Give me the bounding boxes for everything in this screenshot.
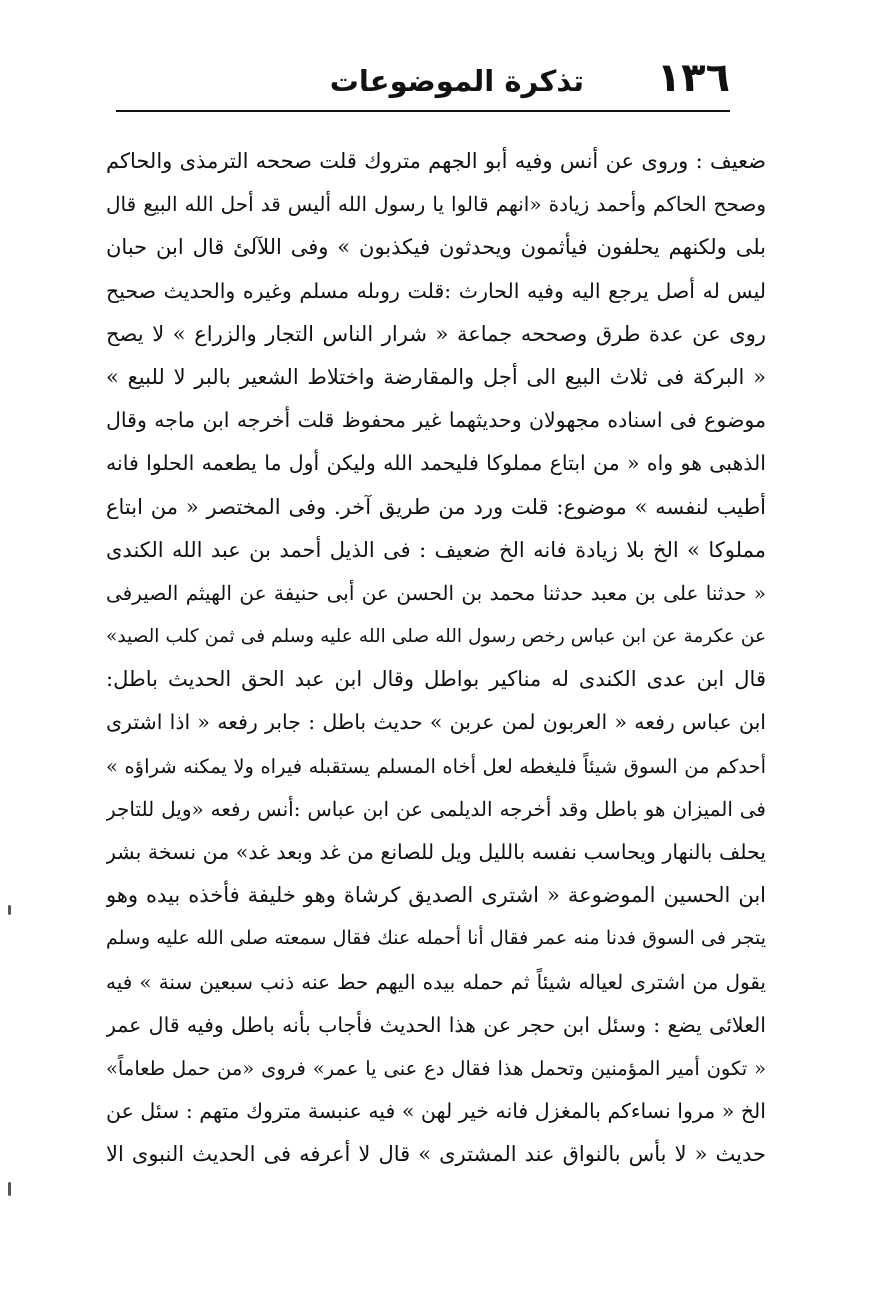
text-line: ابن الحسين الموضوعة « اشترى الصديق كرشاة وهو خليفة فأخذه بيده وهو: [106, 883, 766, 908]
text-line: أطيب لنفسه » موضوع: قلت ورد من طريق آخر. وفى المختصر « من ابتاع: [106, 494, 766, 519]
text-line: مملوكا » الخ بلا زيادة فانه الخ ضعيف : فى الذيل أحمد بن عبد الله الكندى: [106, 537, 766, 562]
text-line: « تكون أمير المؤمنين وتحمل هذا فقال دع عنى يا عمر» فروى «من حمل طعاماً»: [106, 1056, 766, 1080]
text-line: حديث « لا بأس بالنواق عند المشترى » قال لا أعرفه فى الحديث النبوى الا: [106, 1142, 766, 1167]
running-title: تذكرة الموضوعات: [329, 64, 584, 98]
margin-speck: [8, 905, 11, 915]
page-number: ١٣٦: [656, 55, 730, 101]
text-line: عن عكرمة عن ابن عباس رخص رسول الله صلى الله عليه وسلم فى ثمن كلب الصيد»: [106, 626, 766, 648]
text-line: ليس له أصل يرجع اليه وفيه الحارث :قلت روىله مسلم وغيره والحديث صحيح: [106, 278, 766, 303]
margin-speck: [8, 1182, 11, 1196]
text-line: موضوع فى اسناده مجهولان وحديثهما غير محفوظ قلت أخرجه ابن ماجه وقال: [106, 408, 766, 433]
text-line: الخ « مروا نساءكم بالمغزل فانه خير لهن » فيه عنبسة متروك متهم : سئل عن: [106, 1099, 766, 1124]
page-header: [116, 52, 730, 112]
body-text: [106, 140, 766, 1177]
text-line: الذهبى هو واه « من ابتاع مملوكا فليحمد الله وليكن أول ما يطعمه الحلوا فانه: [106, 451, 766, 476]
text-line: يقول من اشترى لعياله شيئاً ثم حمله بيده اليهم حط عنه ذنب سبعين سنة » فيه: [106, 969, 766, 994]
text-line: « البركة فى ثلاث البيع الى أجل والمقارضة واختلاط الشعير بالبر لا للبيع »: [106, 364, 766, 389]
text-line: وصحح الحاكم وأحمد زيادة «انهم قالوا يا رسول الله أليس قد أحل الله البيع قال: [106, 192, 766, 217]
text-line: « حدثنا على بن معبد حدثنا محمد بن الحسن عن أبى حنيفة عن الهيثم الصيرفى: [106, 580, 766, 605]
text-line: ابن عباس رفعه « العربون لمن عربن » حديث باطل : جابر رفعه « اذا اشترى: [106, 710, 766, 735]
text-line: قال ابن عدى الكندى له مناكير بواطل وقال ابن عبد الحق الحديث باطل:: [106, 667, 766, 692]
text-line: يحلف بالنهار ويحاسب نفسه بالليل ويل للصانع من غد وبعد غد» من نسخة بشر: [106, 840, 766, 864]
text-line: بلى ولكنهم يحلفون فيأثمون ويحدثون فيكذبون » وفى اللآلئ قال ابن حبان: [106, 235, 766, 260]
header-rule: [116, 110, 730, 112]
text-line: ضعيف : وروى عن أنس وفيه أبو الجهم متروك قلت صححه الترمذى والحاكم: [106, 149, 766, 173]
text-line: أحدكم من السوق شيئاً فليغطه لعل أخاه المسلم يستقبله فيراه ولا يمكنه شراؤه »: [106, 754, 766, 778]
text-line: يتجر فى السوق فدنا منه عمر فقال أنا أحمله عنك فقال سمعته صلى الله عليه وسلم: [106, 927, 766, 950]
text-line: العلائى يضع : وسئل ابن حجر عن هذا الحديث فأجاب بأنه باطل وفيه قال عمر: [106, 1012, 766, 1037]
text-line: روى عن عدة طرق وصححه جماعة « شرار الناس التجار والزراع » لا يصح: [106, 321, 766, 346]
text-line: فى الميزان هو باطل وقد أخرجه الديلمى عن ابن عباس :أنس رفعه «ويل للتاجر: [106, 796, 766, 821]
